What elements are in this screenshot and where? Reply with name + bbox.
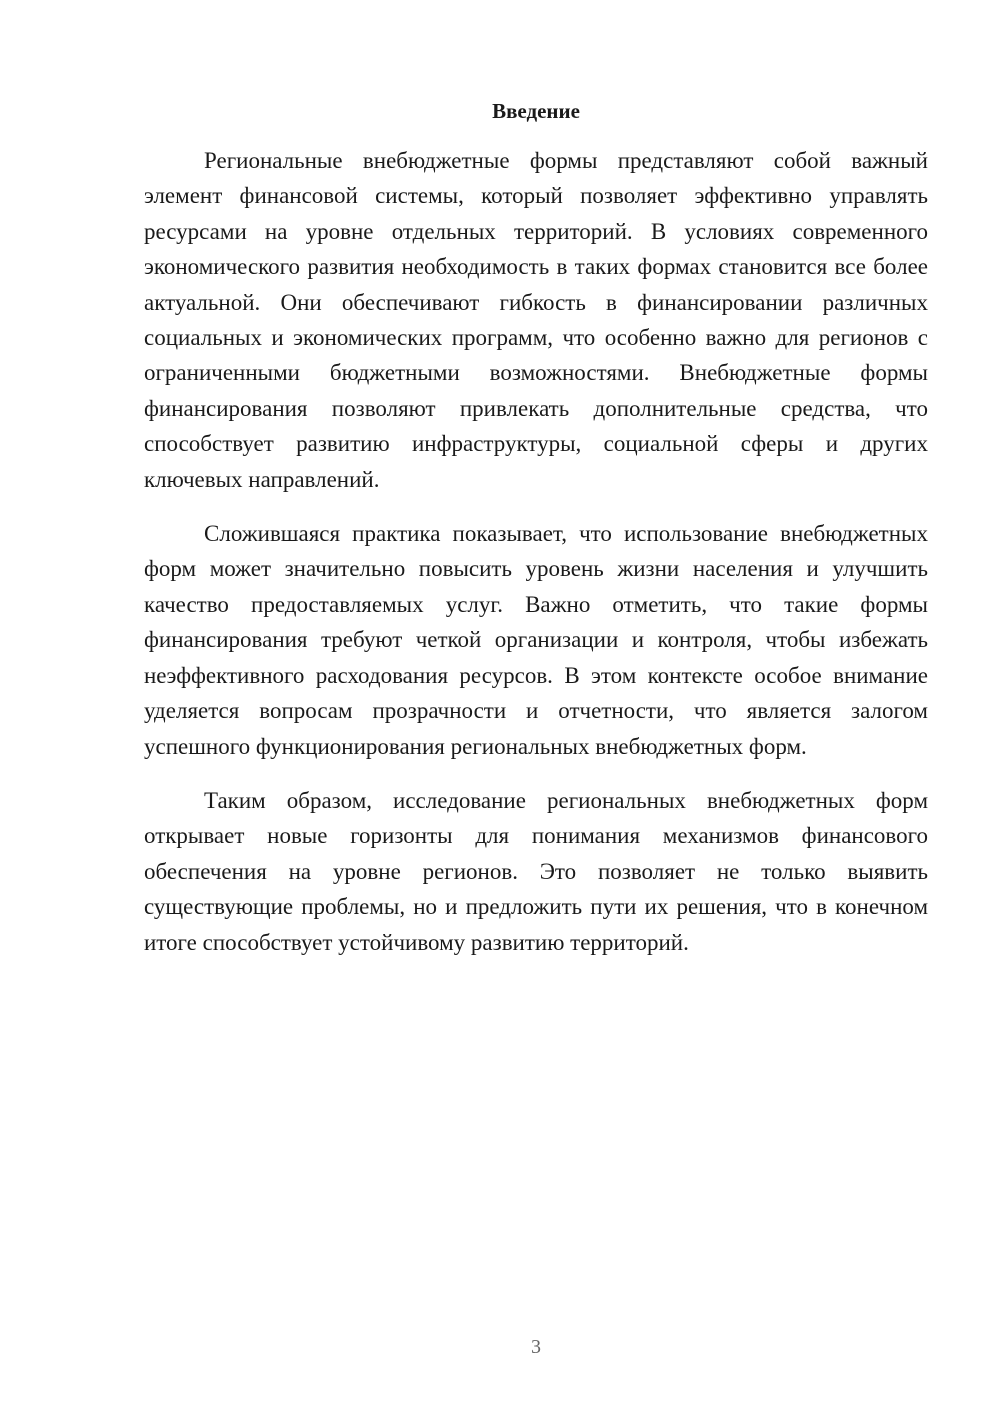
section-heading: Введение: [492, 99, 580, 123]
body-text: [144, 143, 928, 979]
paragraph-3: Таким образом, исследование региональных внебюджетных форм открывает новые горизонты для понимания механизмов финансового обеспечения на уровне регионов. Это позволяет не только выявить существующие проблемы, но и предложить пути их решения, что в конечном итоге способствует устойчивому развитию территорий.: [144, 787, 928, 955]
paragraph-1: Региональные внебюджетные формы представляют собой важный элемент финансовой системы, который позволяет эффективно управлять ресурсами на уровне отдельных территорий. В условиях современного экономического развития необходимость в таких формах становится все более актуальной. Они обеспечивают гибкость в финансировании различных социальных и экономических программ, что особенно важно для регионов с ограниченными бюджетными возможностями. Внебюджетные формы финансирования позволяют привлекать дополнительные средства, что способствует развитию инфраструктуры, социальной сферы и других ключевых направлений.: [144, 148, 928, 492]
page-number: 3: [531, 1336, 541, 1358]
paragraph-2: Сложившаяся практика показывает, что использование внебюджетных форм может значительно повысить уровень жизни населения и улучшить качество предоставляемых услуг. Важно отметить, что такие формы финансирования требуют четкой организации и контроля, чтобы избежать неэффективного расходования ресурсов. В этом контексте особое внимание уделяется вопросам прозрачности и отчетности, что является залогом успешного функционирования региональных внебюджетных форм.: [144, 521, 928, 759]
